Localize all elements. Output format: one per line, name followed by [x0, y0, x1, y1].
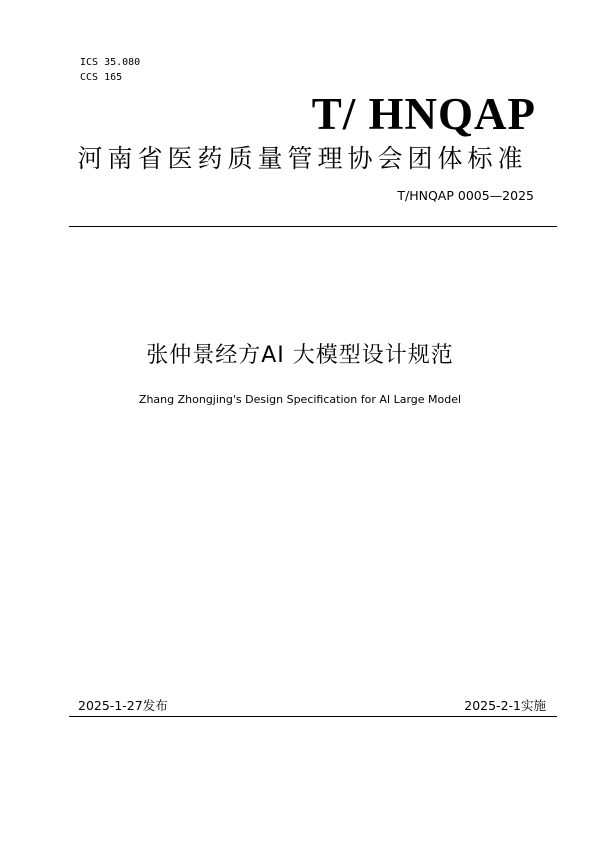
implementation-date: 2025-2-1实施 — [464, 698, 546, 713]
footer-divider — [69, 716, 557, 717]
ccs-value: 165 — [104, 72, 123, 83]
ics-value: 35.080 — [104, 57, 141, 68]
document-title-english: Zhang Zhongjing's Design Specification for AI Large Model — [138, 393, 462, 406]
ccs-label: CCS — [80, 72, 99, 83]
organization-name: 河南省医药质量管理协会团体标准 — [77, 144, 528, 173]
standard-code-logo: T/ HNQAP — [311, 89, 536, 139]
standard-number: T/HNQAP 0005—2025 — [397, 188, 534, 203]
ics-label: ICS — [80, 57, 99, 68]
header-divider — [69, 226, 557, 227]
classification-codes — [80, 55, 140, 85]
issue-date: 2025-1-27发布 — [78, 698, 168, 713]
document-title-chinese: 张仲景经方AI 大模型设计规范 — [146, 343, 454, 368]
ics-row — [80, 55, 140, 70]
ccs-row — [80, 70, 140, 85]
